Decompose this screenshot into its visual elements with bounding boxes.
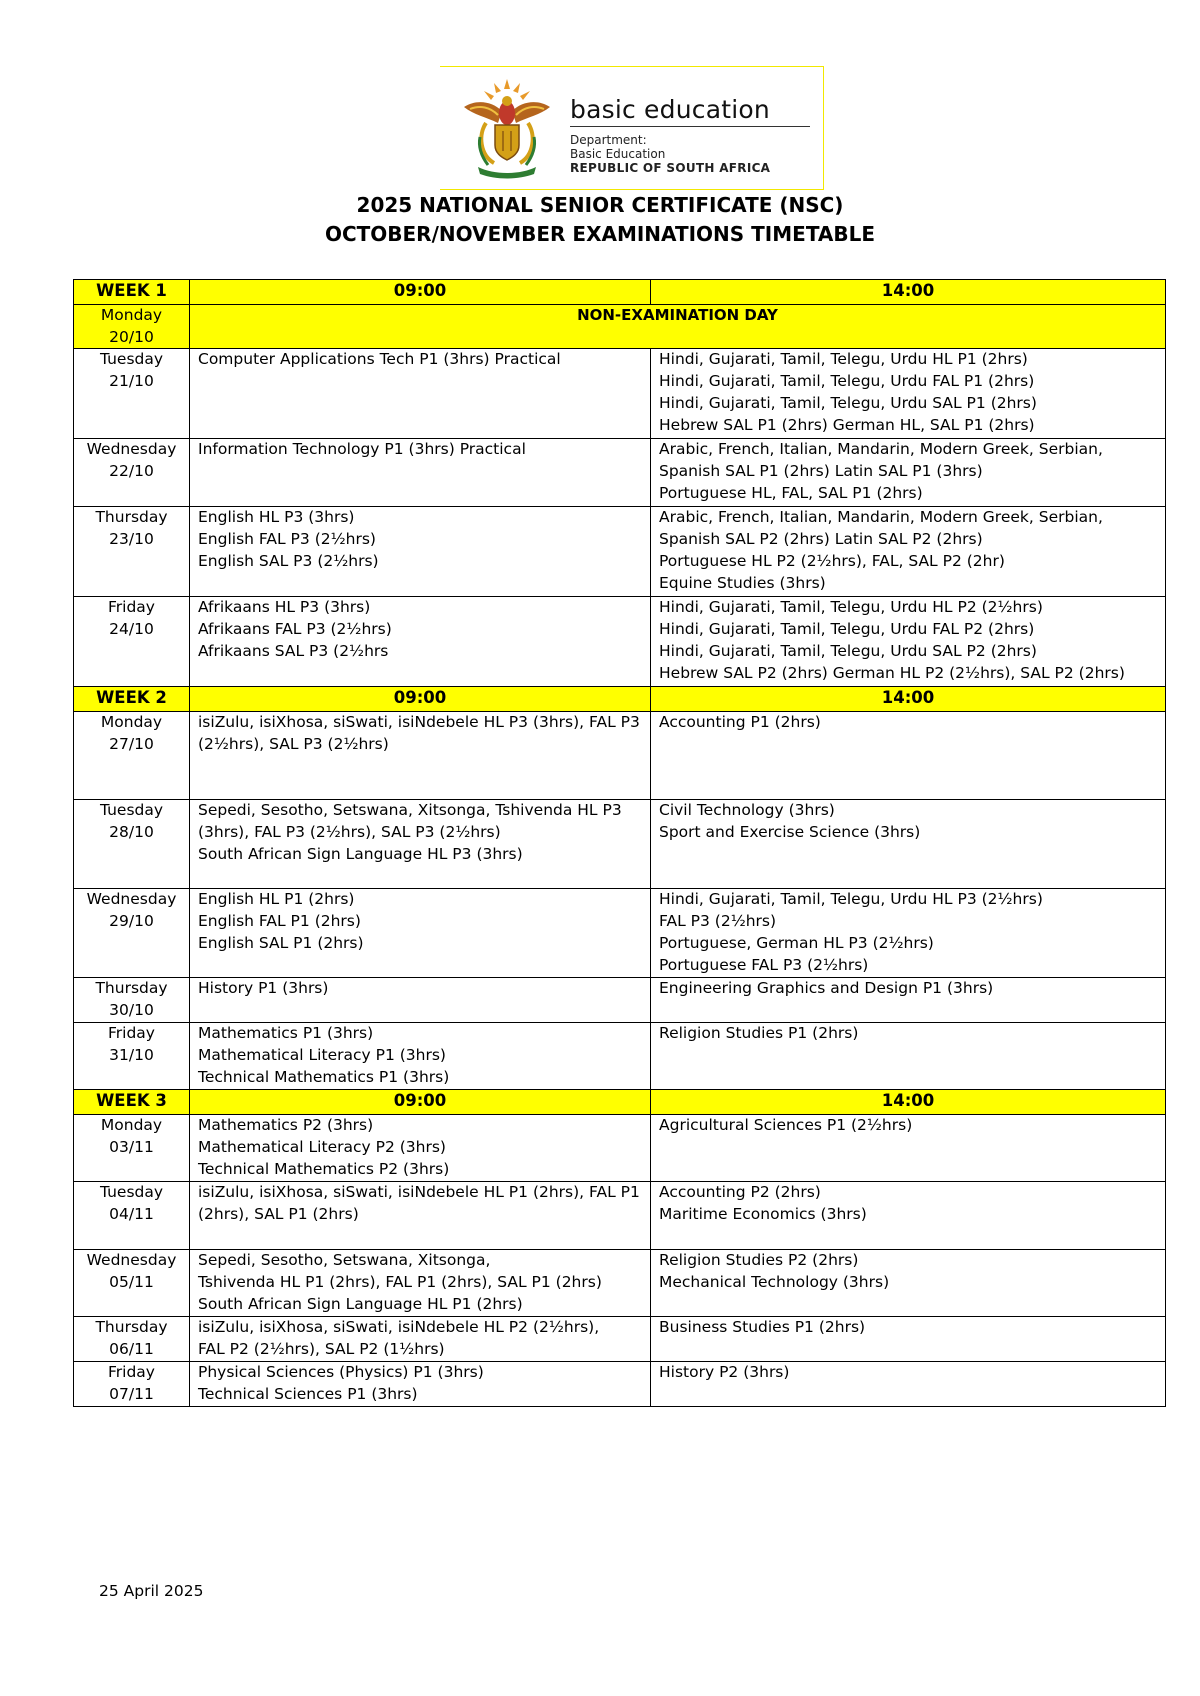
department-name: Basic Education — [570, 147, 666, 161]
morning-exams-cell — [190, 1023, 651, 1090]
day-row — [74, 305, 1166, 349]
day-name: Tuesday — [99, 1183, 164, 1202]
day-date: 30/10 — [109, 1001, 154, 1020]
exam-entry: FAL P2 (2½hrs), SAL P2 (1½hrs) — [198, 1340, 445, 1359]
afternoon-exams-cell — [651, 349, 1166, 439]
week-label: WEEK 3 — [74, 1090, 190, 1115]
day-name: Monday — [100, 713, 163, 732]
exam-entry: Engineering Graphics and Design P1 (3hrs) — [659, 979, 994, 998]
day-cell — [74, 712, 190, 800]
day-row — [74, 800, 1166, 889]
week-header-row — [74, 687, 1166, 712]
exam-entry: Computer Applications Tech P1 (3hrs) Practical — [198, 350, 561, 369]
exam-entry: Portuguese FAL P3 (2½hrs) — [659, 955, 869, 974]
footer-date: 25 April 2025 — [99, 1582, 204, 1600]
exam-entry: South African Sign Language HL P1 (2hrs) — [198, 1294, 523, 1313]
morning-exams-cell — [190, 1115, 651, 1182]
exam-entry: Accounting P1 (2hrs) — [659, 713, 821, 732]
exam-entry: Hindi, Gujarati, Tamil, Telegu, Urdu HL P1 (2hrs) — [659, 350, 1028, 369]
brand-name: basic education — [570, 95, 770, 124]
day-date: 23/10 — [109, 530, 154, 549]
day-cell — [74, 507, 190, 597]
day-cell — [74, 439, 190, 507]
afternoon-exams-cell — [651, 712, 1166, 800]
exam-entry: Tshivenda HL P1 (2hrs), FAL P1 (2hrs), SAL P1 (2hrs) — [198, 1273, 602, 1292]
day-cell — [74, 305, 190, 349]
week-header-row — [74, 1090, 1166, 1115]
day-row — [74, 1023, 1166, 1090]
day-name: Friday — [108, 1024, 155, 1043]
republic-label: REPUBLIC OF SOUTH AFRICA — [570, 161, 771, 175]
morning-session-header: 09:00 — [190, 280, 651, 305]
exam-entry: Portuguese, German HL P3 (2½hrs) — [659, 933, 934, 952]
morning-exams-cell — [190, 1250, 651, 1317]
day-cell — [74, 1362, 190, 1407]
day-date: 28/10 — [109, 823, 154, 842]
afternoon-session-header: 14:00 — [651, 687, 1166, 712]
exam-entry: English HL P3 (3hrs) — [198, 508, 355, 527]
exam-entry: Accounting P2 (2hrs) — [659, 1183, 821, 1202]
exam-entry: Hindi, Gujarati, Tamil, Telegu, Urdu FAL P2 (2hrs) — [659, 620, 1035, 639]
exam-entry: Sepedi, Sesotho, Setswana, Xitsonga, Tshivenda HL P3 (3hrs), FAL P3 (2½hrs), SAL P3 (2½hrs) — [198, 801, 622, 842]
week-label: WEEK 2 — [74, 687, 190, 712]
exam-entry: Religion Studies P1 (2hrs) — [659, 1024, 859, 1043]
exam-entry: English FAL P1 (2hrs) — [198, 912, 361, 931]
exam-entry: Sport and Exercise Science (3hrs) — [659, 823, 921, 842]
exam-entry: Equine Studies (3hrs) — [659, 573, 826, 592]
exam-entry: English HL P1 (2hrs) — [198, 890, 355, 909]
coat-of-arms-icon — [458, 77, 556, 179]
morning-exams-cell — [190, 1182, 651, 1250]
document-subtitle: OCTOBER/NOVEMBER EXAMINATIONS TIMETABLE — [324, 222, 876, 246]
afternoon-session-header: 14:00 — [651, 1090, 1166, 1115]
morning-exams-cell — [190, 439, 651, 507]
day-date: 22/10 — [109, 462, 154, 481]
day-cell — [74, 800, 190, 889]
exam-entry: FAL P3 (2½hrs) — [659, 912, 777, 931]
day-row — [74, 1182, 1166, 1250]
exam-entry: Mathematical Literacy P2 (3hrs) — [198, 1138, 446, 1157]
exam-entry: Afrikaans FAL P3 (2½hrs) — [198, 620, 392, 639]
exam-entry: Agricultural Sciences P1 (2½hrs) — [659, 1116, 913, 1135]
exam-entry: South African Sign Language HL P3 (3hrs) — [198, 844, 523, 863]
day-name: Wednesday — [86, 890, 177, 909]
day-row — [74, 1362, 1166, 1407]
afternoon-exams-cell — [651, 1362, 1166, 1407]
exam-entry: Hindi, Gujarati, Tamil, Telegu, Urdu FAL P1 (2hrs) — [659, 372, 1035, 391]
department-logo — [440, 66, 824, 190]
exam-entry: Spanish SAL P2 (2hrs) Latin SAL P2 (2hrs) — [659, 530, 983, 549]
brand-divider — [570, 126, 810, 127]
exam-entry: Maritime Economics (3hrs) — [659, 1205, 867, 1224]
exam-entry: Mathematics P1 (3hrs) — [198, 1024, 374, 1043]
day-date: 03/11 — [109, 1138, 154, 1157]
day-cell — [74, 1182, 190, 1250]
day-row — [74, 597, 1166, 687]
morning-session-header: 09:00 — [190, 1090, 651, 1115]
exam-entry: Hindi, Gujarati, Tamil, Telegu, Urdu SAL P2 (2hrs) — [659, 641, 1037, 660]
exam-entry: Religion Studies P2 (2hrs) — [659, 1251, 859, 1270]
exam-timetable — [73, 279, 1166, 1407]
day-cell — [74, 889, 190, 978]
week-label: WEEK 1 — [74, 280, 190, 305]
day-date: 05/11 — [109, 1273, 154, 1292]
day-cell — [74, 1115, 190, 1182]
exam-entry: Portuguese HL P2 (2½hrs), FAL, SAL P2 (2hr) — [659, 551, 1005, 570]
day-name: Tuesday — [99, 801, 164, 820]
day-row — [74, 978, 1166, 1023]
exam-entry: Hindi, Gujarati, Tamil, Telegu, Urdu HL P3 (2½hrs) — [659, 890, 1043, 909]
day-name: Thursday — [95, 1318, 168, 1337]
day-cell — [74, 349, 190, 439]
exam-entry: Afrikaans HL P3 (3hrs) — [198, 598, 371, 617]
week-header-row — [74, 280, 1166, 305]
exam-entry: Hindi, Gujarati, Tamil, Telegu, Urdu HL P2 (2½hrs) — [659, 598, 1043, 617]
day-row — [74, 349, 1166, 439]
day-date: 27/10 — [109, 735, 154, 754]
day-cell — [74, 597, 190, 687]
day-date: 29/10 — [109, 912, 154, 931]
exam-entry: History P1 (3hrs) — [198, 979, 329, 998]
afternoon-exams-cell — [651, 800, 1166, 889]
exam-entry: Sepedi, Sesotho, Setswana, Xitsonga, — [198, 1251, 491, 1270]
day-date: 07/11 — [109, 1385, 154, 1404]
morning-session-header: 09:00 — [190, 687, 651, 712]
non-examination-day: NON-EXAMINATION DAY — [190, 305, 1166, 349]
exam-entry: Information Technology P1 (3hrs) Practical — [198, 440, 526, 459]
morning-exams-cell — [190, 800, 651, 889]
day-name: Friday — [108, 598, 155, 617]
exam-entry: Technical Mathematics P2 (3hrs) — [198, 1159, 450, 1178]
afternoon-exams-cell — [651, 507, 1166, 597]
exam-entry: Hebrew SAL P1 (2hrs) German HL, SAL P1 (2hrs) — [659, 415, 1035, 434]
morning-exams-cell — [190, 889, 651, 978]
exam-entry: Mechanical Technology (3hrs) — [659, 1273, 890, 1292]
morning-exams-cell — [190, 712, 651, 800]
day-date: 04/11 — [109, 1205, 154, 1224]
afternoon-exams-cell — [651, 1250, 1166, 1317]
afternoon-exams-cell — [651, 439, 1166, 507]
exam-entry: English SAL P3 (2½hrs) — [198, 551, 379, 570]
exam-entry: isiZulu, isiXhosa, siSwati, isiNdebele HL P3 (3hrs), FAL P3 (2½hrs), SAL P3 (2½hrs) — [198, 713, 640, 754]
exam-entry: Arabic, French, Italian, Mandarin, Modern Greek, Serbian, — [659, 508, 1103, 527]
afternoon-exams-cell — [651, 1317, 1166, 1362]
exam-entry: Mathematical Literacy P1 (3hrs) — [198, 1046, 446, 1065]
exam-entry: Hebrew SAL P2 (2hrs) German HL P2 (2½hrs), SAL P2 (2hrs) — [659, 663, 1125, 682]
exam-entry: isiZulu, isiXhosa, siSwati, isiNdebele HL P2 (2½hrs), — [198, 1318, 600, 1337]
day-name: Tuesday — [99, 350, 164, 369]
day-name: Monday — [100, 1116, 163, 1135]
exam-entry: Hindi, Gujarati, Tamil, Telegu, Urdu SAL P1 (2hrs) — [659, 393, 1037, 412]
exam-entry: English FAL P3 (2½hrs) — [198, 530, 376, 549]
exam-entry: History P2 (3hrs) — [659, 1363, 790, 1382]
day-row — [74, 1115, 1166, 1182]
day-cell — [74, 1317, 190, 1362]
department-label: Department: — [570, 133, 647, 147]
exam-entry: Technical Mathematics P1 (3hrs) — [198, 1067, 450, 1086]
afternoon-exams-cell — [651, 1115, 1166, 1182]
afternoon-exams-cell — [651, 889, 1166, 978]
day-row — [74, 439, 1166, 507]
day-row — [74, 507, 1166, 597]
exam-entry: Spanish SAL P1 (2hrs) Latin SAL P1 (3hrs) — [659, 462, 983, 481]
exam-entry: Mathematics P2 (3hrs) — [198, 1116, 374, 1135]
afternoon-exams-cell — [651, 597, 1166, 687]
afternoon-session-header: 14:00 — [651, 280, 1166, 305]
day-name: Friday — [108, 1363, 155, 1382]
day-row — [74, 712, 1166, 800]
afternoon-exams-cell — [651, 1182, 1166, 1250]
morning-exams-cell — [190, 507, 651, 597]
exam-entry: Civil Technology (3hrs) — [659, 801, 835, 820]
exam-entry: Physical Sciences (Physics) P1 (3hrs) — [198, 1363, 484, 1382]
morning-exams-cell — [190, 1362, 651, 1407]
document-title: 2025 NATIONAL SENIOR CERTIFICATE (NSC) — [356, 193, 844, 217]
exam-entry: Afrikaans SAL P3 (2½hrs — [198, 641, 389, 660]
day-cell — [74, 1023, 190, 1090]
day-row — [74, 1317, 1166, 1362]
day-date: 20/10 — [109, 327, 154, 346]
day-cell — [74, 1250, 190, 1317]
exam-entry: Technical Sciences P1 (3hrs) — [198, 1385, 418, 1404]
day-date: 31/10 — [109, 1046, 154, 1065]
morning-exams-cell — [190, 978, 651, 1023]
day-name: Wednesday — [86, 440, 177, 459]
exam-entry: Business Studies P1 (2hrs) — [659, 1318, 866, 1337]
day-cell — [74, 978, 190, 1023]
day-row — [74, 1250, 1166, 1317]
exam-entry: English SAL P1 (2hrs) — [198, 933, 364, 952]
afternoon-exams-cell — [651, 978, 1166, 1023]
exam-entry: Arabic, French, Italian, Mandarin, Modern Greek, Serbian, — [659, 440, 1103, 459]
day-name: Thursday — [95, 979, 168, 998]
morning-exams-cell — [190, 349, 651, 439]
exam-entry: Portuguese HL, FAL, SAL P1 (2hrs) — [659, 483, 923, 502]
day-name: Wednesday — [86, 1251, 177, 1270]
morning-exams-cell — [190, 597, 651, 687]
day-name: Monday — [100, 306, 163, 324]
day-name: Thursday — [95, 508, 168, 527]
day-date: 21/10 — [109, 372, 154, 391]
day-row — [74, 889, 1166, 978]
day-date: 06/11 — [109, 1340, 154, 1359]
morning-exams-cell — [190, 1317, 651, 1362]
afternoon-exams-cell — [651, 1023, 1166, 1090]
day-date: 24/10 — [109, 620, 154, 639]
exam-entry: isiZulu, isiXhosa, siSwati, isiNdebele HL P1 (2hrs), FAL P1 (2hrs), SAL P1 (2hrs) — [198, 1183, 640, 1224]
